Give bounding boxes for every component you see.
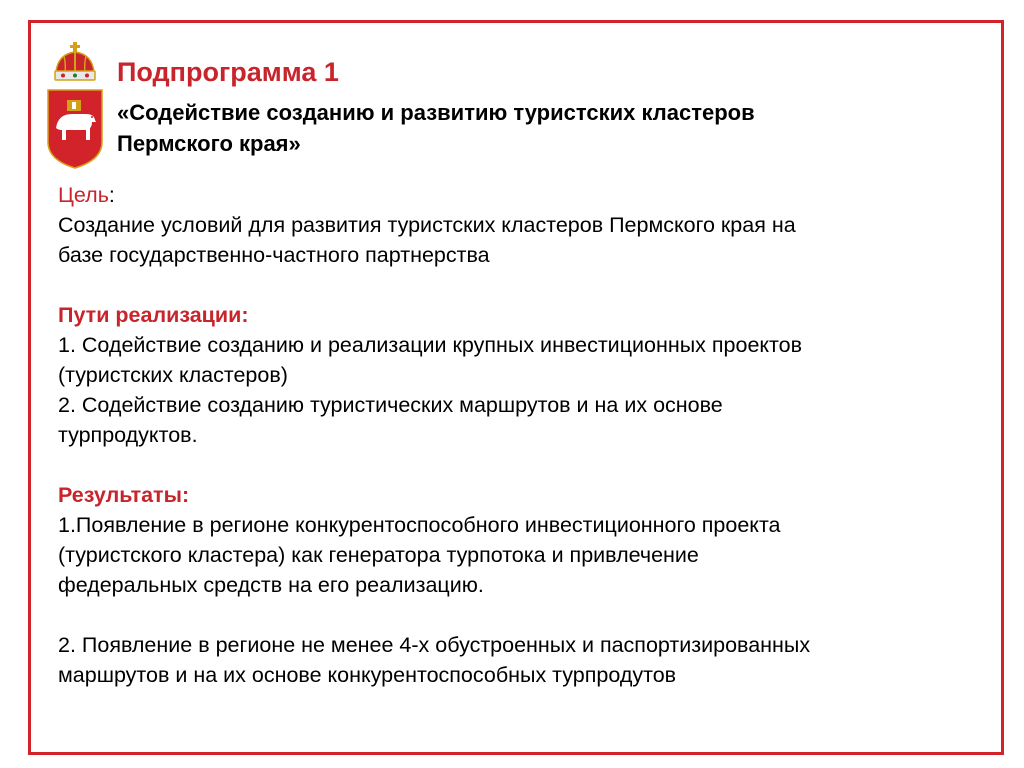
spacer <box>58 270 978 300</box>
results-item-line: 1.Появление в регионе конкурентоспособного инвестиционного проекта <box>58 513 781 537</box>
page-title: Подпрограмма 1 <box>117 57 339 87</box>
goal-text-line: базе государственно-частного партнерства <box>58 243 490 267</box>
paths-item-line: (туристских кластеров) <box>58 363 288 387</box>
results-heading: Результаты: <box>58 483 190 507</box>
goal-text-line: Создание условий для развития туристских кластеров Пермского края на <box>58 213 796 237</box>
goal-label: Цель <box>58 183 109 207</box>
goal-colon: : <box>108 183 115 207</box>
spacer <box>58 450 978 480</box>
paths-item-line: 1. Содействие созданию и реализации крупных инвестиционных проектов <box>58 333 803 357</box>
paths-heading: Пути реализации: <box>58 303 249 327</box>
paths-item-line: 2. Содействие созданию туристических маршрутов и на их основе <box>58 393 723 417</box>
subprogram-subtitle <box>117 97 977 159</box>
perm-krai-coat-of-arms-icon <box>46 42 104 170</box>
results-item-line: маршрутов и на их основе конкурентоспособных турпродутов <box>58 663 677 687</box>
paths-item-line: турпродуктов. <box>58 423 198 447</box>
results-item-line: 2. Появление в регионе не менее 4-х обустроенных и паспортизированных <box>58 633 811 657</box>
results-item-line: (туристского кластера) как генератора турпотока и привлечение <box>58 543 699 567</box>
subtitle-line: Пермского края» <box>117 131 301 156</box>
subtitle-line: «Содействие созданию и развитию туристских кластеров <box>117 100 755 125</box>
goal-heading <box>58 180 978 210</box>
spacer <box>58 600 978 630</box>
results-item-line: федеральных средств на его реализацию. <box>58 573 484 597</box>
slide-content <box>58 180 978 690</box>
